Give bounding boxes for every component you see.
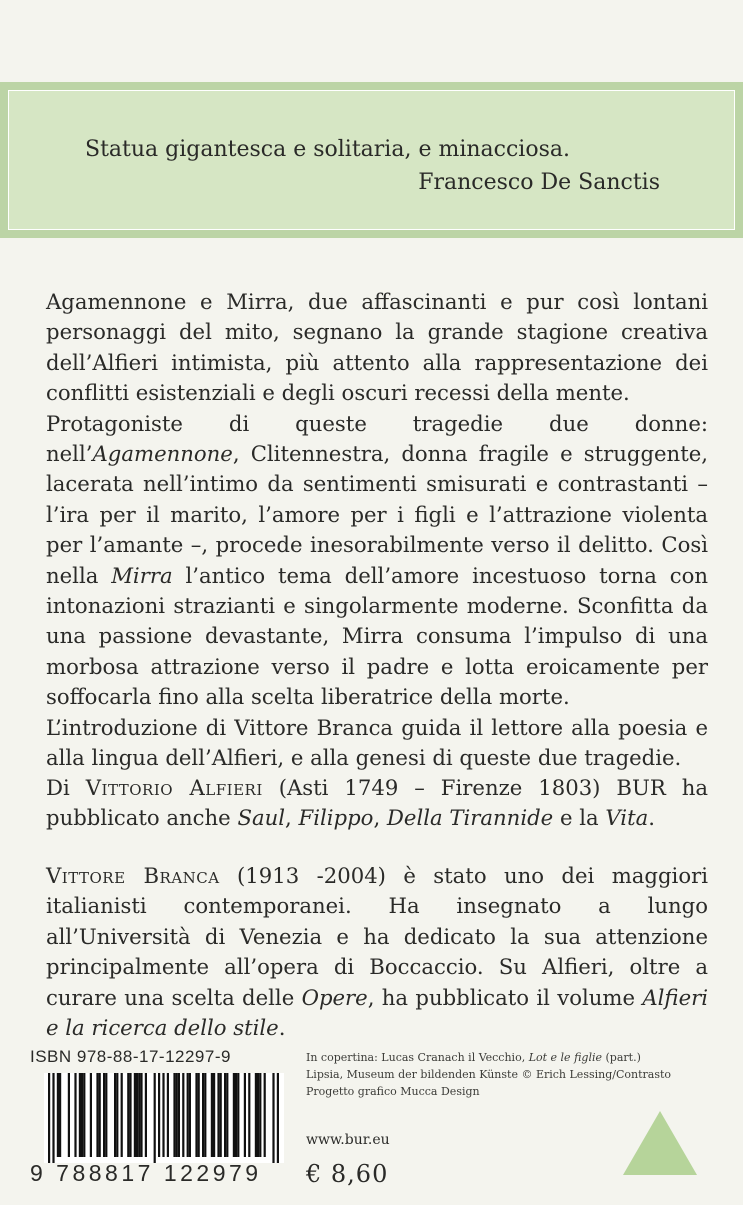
barcode-bar [277,1073,279,1163]
editor-note-paragraph [46,861,708,1043]
barcode-bar [167,1073,169,1157]
barcode-bar [138,1073,140,1157]
barcode-bar [264,1073,266,1157]
publisher-website: www.bur.eu [306,1132,390,1148]
barcode-bar [248,1073,250,1157]
barcode-bar [79,1073,81,1157]
barcode-bar [237,1073,239,1157]
barcode-bar [121,1073,123,1157]
quote-inner-panel [8,90,735,230]
barcode-bar [105,1073,107,1157]
barcode-bar [202,1073,204,1157]
barcode-bar [259,1073,261,1157]
barcode-bar [189,1073,191,1157]
cover-credits [306,1049,671,1100]
barcode [44,1073,284,1163]
editor-name: Vittore Branca [46,863,220,888]
barcode-bar [158,1073,160,1157]
barcode-digits: 9 788817 122979 [30,1160,262,1186]
text-span: Protagoniste di queste tragedie due donne: nell’ [46,410,708,467]
barcode-bar [235,1073,237,1157]
barcode-bar [195,1073,197,1157]
barcode-bar [68,1073,70,1157]
price: € 8,60 [306,1160,389,1188]
barcode-bar [178,1073,180,1157]
author-name: Vittorio Alfieri [85,775,263,800]
barcode-bar [114,1073,116,1157]
description-paragraph-introduction: L’introduzione di Vittore Branca guida il lettore alla poesia e alla lingua dell’Alfieri, e alla genesi di queste due tragedie. [46,714,708,771]
barcode-bar [52,1073,54,1163]
barcode-bar [96,1073,98,1157]
painting-title: Lot e le figlie [528,1051,602,1064]
barcode-bar [173,1073,175,1157]
description-paragraph-protagonists [46,409,708,713]
barcode-bar [81,1073,83,1157]
text-span: . [648,805,655,831]
book-description [46,287,708,774]
barcode-bar [187,1073,189,1157]
work-title: Filippo [298,805,374,831]
barcode-bar [103,1073,105,1157]
barcode-bar [224,1073,226,1157]
barcode-bar [272,1073,274,1163]
quote-author: Francesco De Sanctis [418,170,660,195]
barcode-bar [74,1073,76,1157]
title-mirra: Mirra [111,562,173,588]
barcode-bar [255,1073,257,1157]
barcode-bar [213,1073,215,1157]
barcode-bar [57,1073,59,1157]
barcode-bar [127,1073,129,1157]
barcode-bar [257,1073,259,1157]
publisher-logo-triangle [623,1111,697,1175]
text-span: e la [553,805,606,831]
text-span: . [278,1015,286,1041]
text-span: l’antico tema dell’amore incestuoso torna con intonazioni strazianti e singolarmente moderne. Sconfitta da una passione devastante, Mirra consuma l’impulso di una morbosa attrazione verso il padre e lotta eroicamente per soffocarla fino alla scelta liberatrice della morte. [46,562,708,710]
quote-box [0,82,743,238]
text-span: , [285,805,299,831]
barcode-bar [233,1073,235,1157]
barcode-bar [204,1073,206,1157]
barcode-bar [99,1073,101,1157]
barcode-bar [145,1073,147,1157]
text-span: In copertina: Lucas Cranach il Vecchio, [306,1051,529,1064]
text-span: (1913 -2004) è stato uno dei maggiori italianisti contemporanei. Ha insegnato a lungo all’Università di Venezia e ha dedicato la sua attenzione principalmente all’opera di Boccaccio. Su Alfieri, oltre a curare una scelta delle [46,863,708,1010]
text-span: (part.) [602,1051,641,1064]
work-title: Opere [301,984,368,1010]
work-title: Della Tirannide [386,805,554,831]
barcode-bar [154,1073,156,1163]
barcode-bar [176,1073,178,1157]
barcode-bar [129,1073,131,1157]
barcode-bar [116,1073,118,1157]
barcode-bar [182,1073,184,1157]
barcode-bar [136,1073,138,1157]
barcode-bar [162,1073,164,1157]
text-span: Di [46,775,86,800]
barcode-bar [211,1073,213,1157]
credits-line-museum: Lipsia, Museum der bildenden Künste © Erich Lessing/Contrasto [306,1068,672,1081]
barcode-bar [217,1073,219,1157]
text-span: , [373,805,387,831]
text-span: (Asti 1749 – Firenze 1803) BUR ha pubblicato anche [46,775,708,831]
author-note [46,773,708,834]
barcode-bar [226,1073,228,1157]
description-paragraph-intro: Agamennone e Mirra, due affascinanti e pur così lontani personaggi del mito, segnano la grande stagione creativa dell’Alfieri intimista, più attento alla rappresentazione dei conflitti esistenziali e degli oscuri recessi della mente. [46,289,708,406]
barcode-bar [83,1073,85,1157]
barcode-bar [59,1073,61,1157]
barcode-bar [244,1073,246,1157]
credits-line-cover [306,1049,671,1066]
title-agamennone: Agamennone [92,441,233,467]
barcode-bar [198,1073,200,1157]
credits-line-design: Progetto grafico Mucca Design [306,1085,480,1098]
editor-note [46,861,708,1043]
barcode-bar [220,1073,222,1157]
barcode-bar [48,1073,50,1163]
author-note-paragraph [46,773,708,834]
barcode-bar [90,1073,92,1157]
text-span: , ha pubblicato il volume [367,984,643,1010]
quote-text: Statua gigantesca e solitaria, e minacciosa. [85,137,570,162]
barcode-bar [140,1073,142,1157]
barcode-bar [134,1073,136,1157]
isbn-label: ISBN 978-88-17-12297-9 [30,1047,231,1066]
work-title: Vita [605,805,649,831]
work-title: Alfieri e la ricerca dello stile [46,984,709,1041]
work-title: Saul [237,805,286,831]
text-span: , Clitennestra, donna fragile e struggente, lacerata nell’intimo da sentimenti smisurati e contrastanti – l’ira per il marito, l’amore per i figli e l’attrazione violenta per l’amante –, procede inesorabilmente verso il delitto. Così nella [46,441,708,588]
